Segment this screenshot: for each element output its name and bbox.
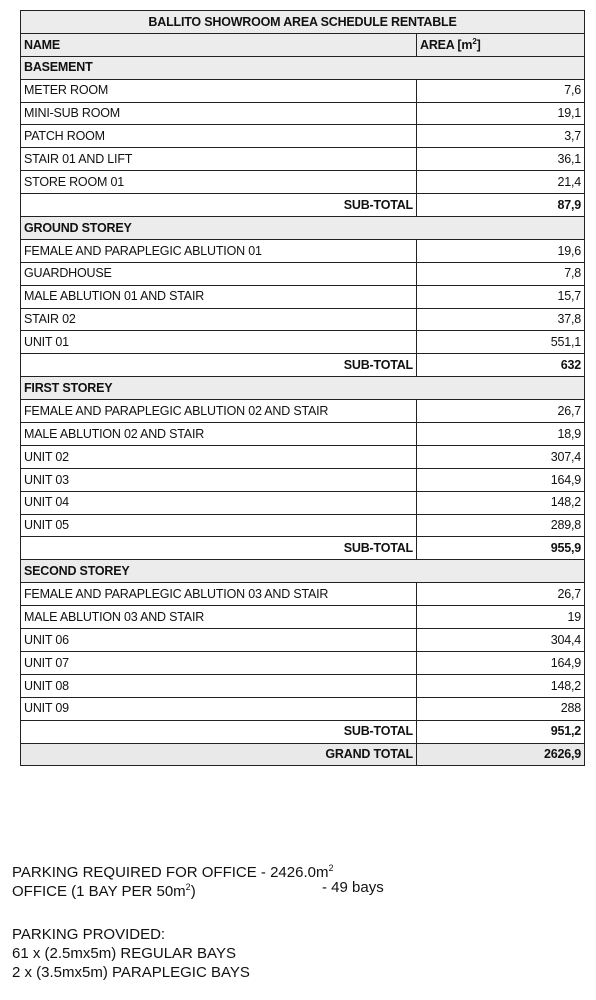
room-area: 26,7 [417,583,585,606]
room-name: GUARDHOUSE [21,262,417,285]
room-name: FEMALE AND PARAPLEGIC ABLUTION 01 [21,239,417,262]
table-row [21,102,585,125]
room-area: 21,4 [417,171,585,194]
table-row [21,79,585,102]
room-name: UNIT 07 [21,651,417,674]
section-row [21,377,585,400]
table-title-row [21,11,585,34]
room-area: 19,1 [417,102,585,125]
table-row [21,125,585,148]
room-name: FEMALE AND PARAPLEGIC ABLUTION 02 AND STAIR [21,400,417,423]
room-name: UNIT 02 [21,445,417,468]
room-name: MALE ABLUTION 01 AND STAIR [21,285,417,308]
section-row [21,56,585,79]
room-name: UNIT 03 [21,468,417,491]
parking-required-notes [12,859,384,900]
room-name: METER ROOM [21,79,417,102]
subtotal-label: SUB-TOTAL [21,194,417,217]
room-name: UNIT 05 [21,514,417,537]
subtotal-row [21,354,585,377]
room-name: PATCH ROOM [21,125,417,148]
table-row [21,514,585,537]
table-row [21,606,585,629]
section-title: FIRST STOREY [21,377,585,400]
table-row [21,491,585,514]
table-row [21,400,585,423]
subtotal-value: 951,2 [417,720,585,743]
parking-required-line [12,859,334,881]
table-row [21,697,585,720]
grand-total-value: 2626,9 [417,743,585,766]
grand-total-label: GRAND TOTAL [21,743,417,766]
grand-total-row [21,743,585,766]
office-parking-value: - 49 bays [322,879,384,896]
room-name: UNIT 09 [21,697,417,720]
room-name: UNIT 08 [21,674,417,697]
parking-required-superscript: 2 [328,863,334,873]
room-name: FEMALE AND PARAPLEGIC ABLUTION 03 AND STAIR [21,583,417,606]
room-name: MALE ABLUTION 03 AND STAIR [21,606,417,629]
area-header-text: AREA [m [420,38,473,53]
subtotal-label: SUB-TOTAL [21,720,417,743]
subtotal-row [21,720,585,743]
table-row [21,583,585,606]
office-parking-tail: ) [190,883,196,900]
parking-provided-heading: PARKING PROVIDED: [12,926,166,943]
table-title: BALLITO SHOWROOM AREA SCHEDULE RENTABLE [21,11,585,34]
regular-bays-line: 61 x (2.5mx5m) REGULAR BAYS [12,945,236,962]
office-parking-superscript: 2 [185,882,191,892]
table-row [21,331,585,354]
room-name: UNIT 01 [21,331,417,354]
parking-required-text: PARKING REQUIRED FOR OFFICE - 2426.0m [12,864,329,881]
room-area: 164,9 [417,468,585,491]
room-area: 7,8 [417,262,585,285]
table-row [21,285,585,308]
room-name: MINI-SUB ROOM [21,102,417,125]
table-header-row [21,33,585,56]
table-row [21,171,585,194]
parking-provided-notes [12,925,250,982]
subtotal-label: SUB-TOTAL [21,537,417,560]
table-row [21,262,585,285]
room-area: 551,1 [417,331,585,354]
column-header-name: NAME [21,33,417,56]
room-area: 26,7 [417,400,585,423]
room-area: 164,9 [417,651,585,674]
section-row [21,560,585,583]
table-row [21,674,585,697]
room-area: 3,7 [417,125,585,148]
room-name: STAIR 01 AND LIFT [21,148,417,171]
table-row [21,651,585,674]
section-title: GROUND STOREY [21,217,585,240]
subtotal-row [21,537,585,560]
room-area: 289,8 [417,514,585,537]
table-row [21,629,585,652]
room-area: 18,9 [417,423,585,446]
area-schedule-table [20,10,585,766]
subtotal-value: 87,9 [417,194,585,217]
subtotal-row [21,194,585,217]
column-header-area [417,33,585,56]
room-name: STORE ROOM 01 [21,171,417,194]
room-area: 36,1 [417,148,585,171]
area-header-superscript: 2 [472,37,477,46]
room-area: 307,4 [417,445,585,468]
section-title: BASEMENT [21,56,585,79]
office-parking-line [12,878,384,900]
room-name: STAIR 02 [21,308,417,331]
room-area: 19,6 [417,239,585,262]
section-title: SECOND STOREY [21,560,585,583]
table-row [21,423,585,446]
subtotal-value: 632 [417,354,585,377]
room-name: UNIT 04 [21,491,417,514]
room-name: MALE ABLUTION 02 AND STAIR [21,423,417,446]
subtotal-label: SUB-TOTAL [21,354,417,377]
room-area: 304,4 [417,629,585,652]
room-area: 7,6 [417,79,585,102]
room-area: 148,2 [417,674,585,697]
section-row [21,217,585,240]
room-area: 19 [417,606,585,629]
paraplegic-bays-line: 2 x (3.5mx5m) PARAPLEGIC BAYS [12,964,250,981]
table-row [21,468,585,491]
room-name: UNIT 06 [21,629,417,652]
room-area: 37,8 [417,308,585,331]
table-row [21,308,585,331]
office-parking-text: OFFICE (1 BAY PER 50m [12,883,186,900]
table-row [21,445,585,468]
room-area: 288 [417,697,585,720]
subtotal-value: 955,9 [417,537,585,560]
room-area: 148,2 [417,491,585,514]
table-row [21,239,585,262]
room-area: 15,7 [417,285,585,308]
area-header-tail: ] [476,38,481,53]
table-row [21,148,585,171]
